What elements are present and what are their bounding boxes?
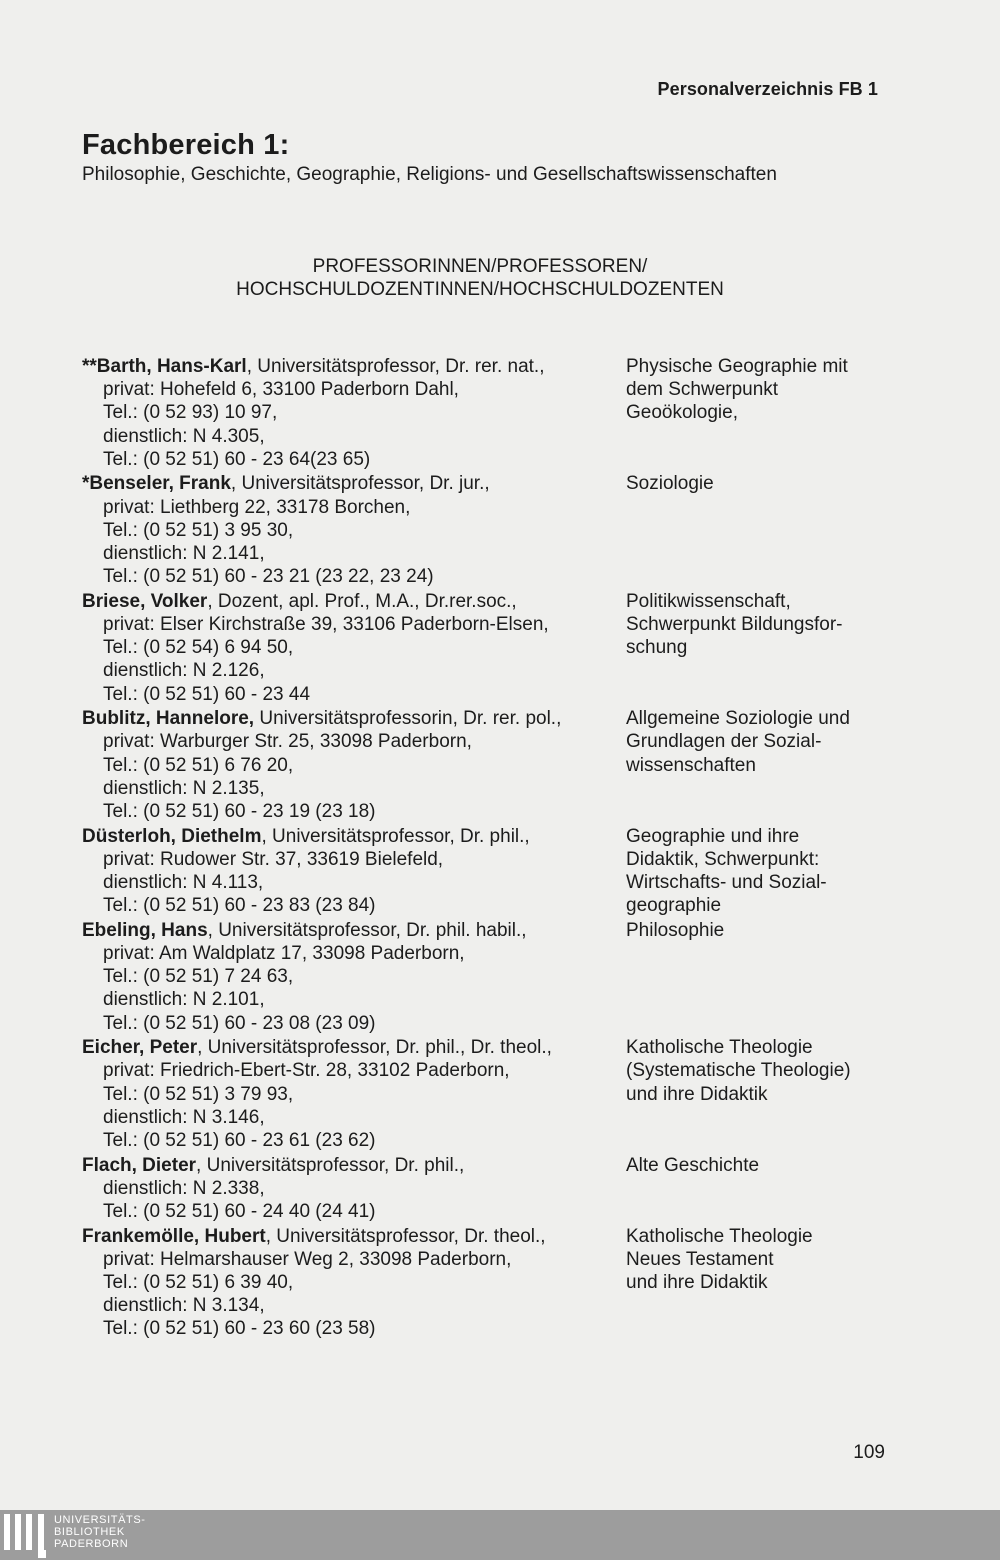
- staff-field-line: Soziologie: [626, 473, 714, 495]
- staff-contact-line: Tel.: (0 52 93) 10 97,: [103, 402, 278, 424]
- staff-name: Bublitz, Hannelore,: [82, 708, 255, 730]
- staff-contact-line: privat: Helmarshauser Weg 2, 33098 Paderborn,: [103, 1248, 512, 1270]
- staff-field-line: Neues Testament: [626, 1248, 774, 1270]
- staff-contact-line: dienstlich: N 2.141,: [103, 543, 265, 564]
- staff-contact-line: Tel.: (0 52 51) 60 - 23 83 (23 84): [103, 895, 376, 917]
- staff-contact-line: dienstlich: N 4.305,: [103, 425, 265, 447]
- staff-title: , Universitätsprofessor, Dr. rer. nat.,: [246, 356, 545, 377]
- staff-contact-line: dienstlich: N 2.135,: [103, 777, 265, 799]
- staff-contact-line: Tel.: (0 52 51) 7 24 63,: [103, 966, 294, 988]
- staff-name: **Barth, Hans-Karl: [82, 356, 247, 377]
- staff-name: Eicher, Peter: [82, 1037, 198, 1059]
- staff-contact-line: dienstlich: N 2.338,: [103, 1177, 265, 1199]
- staff-field-line: geographie: [626, 895, 722, 917]
- staff-name: Briese, Volker: [82, 590, 208, 612]
- staff-entry-heading: [82, 919, 622, 942]
- library-footer-bar: [0, 1510, 1000, 1560]
- staff-contact-line: Tel.: (0 52 51) 60 - 23 61 (23 62): [103, 1130, 376, 1151]
- staff-contact-line: privat: Warburger Str. 25, 33098 Paderborn,: [103, 731, 472, 753]
- staff-entry-details: [82, 355, 622, 471]
- staff-entry-heading: [82, 472, 622, 495]
- staff-field-line: Katholische Theologie: [626, 1037, 813, 1059]
- section-heading-line-1: PROFESSORINNEN/PROFESSOREN/: [312, 256, 648, 277]
- staff-contact-line: dienstlich: N 2.126,: [103, 660, 265, 682]
- staff-title: , Universitätsprofessor, Dr. phil.,: [261, 825, 530, 847]
- staff-field-line: Schwerpunkt Bildungsfor-: [626, 614, 843, 635]
- staff-contact-line: dienstlich: N 3.134,: [103, 1295, 265, 1317]
- library-logo-text: UNIVERSITÄTS- BIBLIOTHEK PADERBORN: [54, 1514, 146, 1550]
- staff-title: , Universitätsprofessor, Dr. phil. habil.,: [207, 919, 527, 941]
- staff-entry-details: [82, 590, 622, 706]
- staff-field: [626, 1036, 956, 1106]
- staff-field-line: Politikwissenschaft,: [626, 590, 791, 612]
- staff-contact-line: dienstlich: N 3.146,: [103, 1106, 265, 1128]
- staff-entry-details: [82, 1154, 622, 1224]
- staff-contact-line: privat: Am Waldplatz 17, 33098 Paderborn,: [103, 943, 465, 964]
- staff-name: Ebeling, Hans: [82, 919, 208, 941]
- staff-contact-line: Tel.: (0 52 51) 60 - 23 08 (23 09): [103, 1012, 376, 1034]
- staff-contact-line: Tel.: (0 52 51) 6 76 20,: [103, 754, 294, 776]
- staff-title: , Universitätsprofessor, Dr. phil., Dr. theol.,: [197, 1037, 552, 1059]
- section-heading-line-2: HOCHSCHULDOZENTINNEN/HOCHSCHULDOZENTEN: [236, 279, 724, 300]
- staff-field-line: Didaktik, Schwerpunkt:: [626, 848, 820, 870]
- staff-field-line: schung: [626, 637, 688, 659]
- staff-field-line: Philosophie: [626, 919, 725, 941]
- staff-title: , Universitätsprofessor, Dr. theol.,: [265, 1225, 546, 1247]
- staff-entry-details: [82, 1036, 622, 1152]
- staff-field-line: wissenschaften: [626, 754, 756, 776]
- staff-name: Flach, Dieter: [82, 1154, 197, 1176]
- page-number: 109: [853, 1442, 885, 1463]
- staff-entry-heading: [82, 1225, 622, 1248]
- department-title: Fachbereich 1:: [82, 129, 290, 161]
- staff-entry-heading: [82, 355, 622, 378]
- staff-contact-line: privat: Elser Kirchstraße 39, 33106 Paderborn-Elsen,: [103, 614, 549, 635]
- staff-field: [626, 1225, 956, 1295]
- staff-field-line: Wirtschafts- und Sozial-: [626, 872, 827, 893]
- staff-contact-line: privat: Liethberg 22, 33178 Borchen,: [103, 496, 411, 518]
- staff-entry-heading: [82, 1154, 622, 1177]
- staff-title: Universitätsprofessorin, Dr. rer. pol.,: [254, 708, 562, 730]
- staff-contact-line: Tel.: (0 52 51) 60 - 23 21 (23 22, 23 24): [103, 566, 434, 588]
- staff-contact-line: dienstlich: N 2.101,: [103, 989, 265, 1011]
- staff-contact-line: Tel.: (0 52 51) 6 39 40,: [103, 1272, 294, 1293]
- staff-field-line: Geographie und ihre: [626, 825, 800, 847]
- staff-field-line: Geoökologie,: [626, 402, 738, 424]
- staff-field-line: und ihre Didaktik: [626, 1083, 768, 1105]
- staff-contact-line: privat: Rudower Str. 37, 33619 Bielefeld,: [103, 848, 444, 870]
- staff-title: , Universitätsprofessor, Dr. jur.,: [230, 473, 490, 495]
- staff-contact-line: Tel.: (0 52 51) 60 - 23 19 (23 18): [103, 801, 376, 822]
- staff-field-line: Katholische Theologie: [626, 1225, 813, 1247]
- staff-contact-line: Tel.: (0 52 51) 3 95 30,: [103, 519, 294, 541]
- staff-field: [626, 919, 956, 942]
- staff-contact-line: privat: Hohefeld 6, 33100 Paderborn Dahl,: [103, 379, 459, 401]
- staff-contact-line: Tel.: (0 52 51) 60 - 23 64(23 65): [103, 448, 371, 470]
- staff-contact-line: Tel.: (0 52 51) 60 - 23 60 (23 58): [103, 1318, 376, 1340]
- staff-field: [626, 590, 956, 660]
- department-subtitle: Philosophie, Geschichte, Geographie, Religions- und Gesellschaftswissenschaften: [82, 164, 777, 185]
- running-head: Personalverzeichnis FB 1: [657, 79, 878, 99]
- staff-contact-line: Tel.: (0 52 51) 3 79 93,: [103, 1083, 294, 1105]
- staff-entry-heading: [82, 590, 622, 613]
- staff-field: [626, 355, 956, 425]
- staff-field: [626, 825, 956, 918]
- staff-contact-line: Tel.: (0 52 54) 6 94 50,: [103, 637, 294, 659]
- staff-entry-details: [82, 707, 622, 823]
- staff-entry-details: [82, 472, 622, 588]
- section-heading: [0, 255, 960, 301]
- staff-field-line: Alte Geschichte: [626, 1154, 760, 1176]
- staff-entry-details: [82, 825, 622, 918]
- staff-name: Frankemölle, Hubert: [82, 1225, 266, 1247]
- staff-field: [626, 707, 956, 777]
- staff-field-line: (Systematische Theologie): [626, 1060, 851, 1082]
- staff-contact-line: dienstlich: N 4.113,: [103, 872, 264, 893]
- staff-field-line: und ihre Didaktik: [626, 1272, 768, 1293]
- staff-contact-line: privat: Friedrich-Ebert-Str. 28, 33102 Paderborn,: [103, 1060, 510, 1082]
- staff-entry-heading: [82, 707, 622, 730]
- staff-entry-details: [82, 919, 622, 1035]
- staff-entry-heading: [82, 825, 622, 848]
- staff-name: Düsterloh, Diethelm: [82, 825, 262, 847]
- staff-field-line: Grundlagen der Sozial-: [626, 731, 822, 753]
- staff-title: , Universitätsprofessor, Dr. phil.,: [196, 1154, 465, 1176]
- staff-name: *Benseler, Frank: [82, 473, 231, 495]
- staff-field-line: dem Schwerpunkt: [626, 379, 779, 401]
- staff-entry-details: [82, 1225, 622, 1341]
- staff-title: , Dozent, apl. Prof., M.A., Dr.rer.soc.,: [207, 590, 517, 612]
- staff-field-line: Allgemeine Soziologie und: [626, 708, 850, 730]
- staff-field-line: Physische Geographie mit: [626, 356, 848, 377]
- staff-entry-heading: [82, 1036, 622, 1059]
- staff-contact-line: Tel.: (0 52 51) 60 - 24 40 (24 41): [103, 1201, 376, 1222]
- staff-contact-line: Tel.: (0 52 51) 60 - 23 44: [103, 683, 311, 705]
- staff-field: [626, 1154, 956, 1177]
- staff-field: [626, 472, 956, 495]
